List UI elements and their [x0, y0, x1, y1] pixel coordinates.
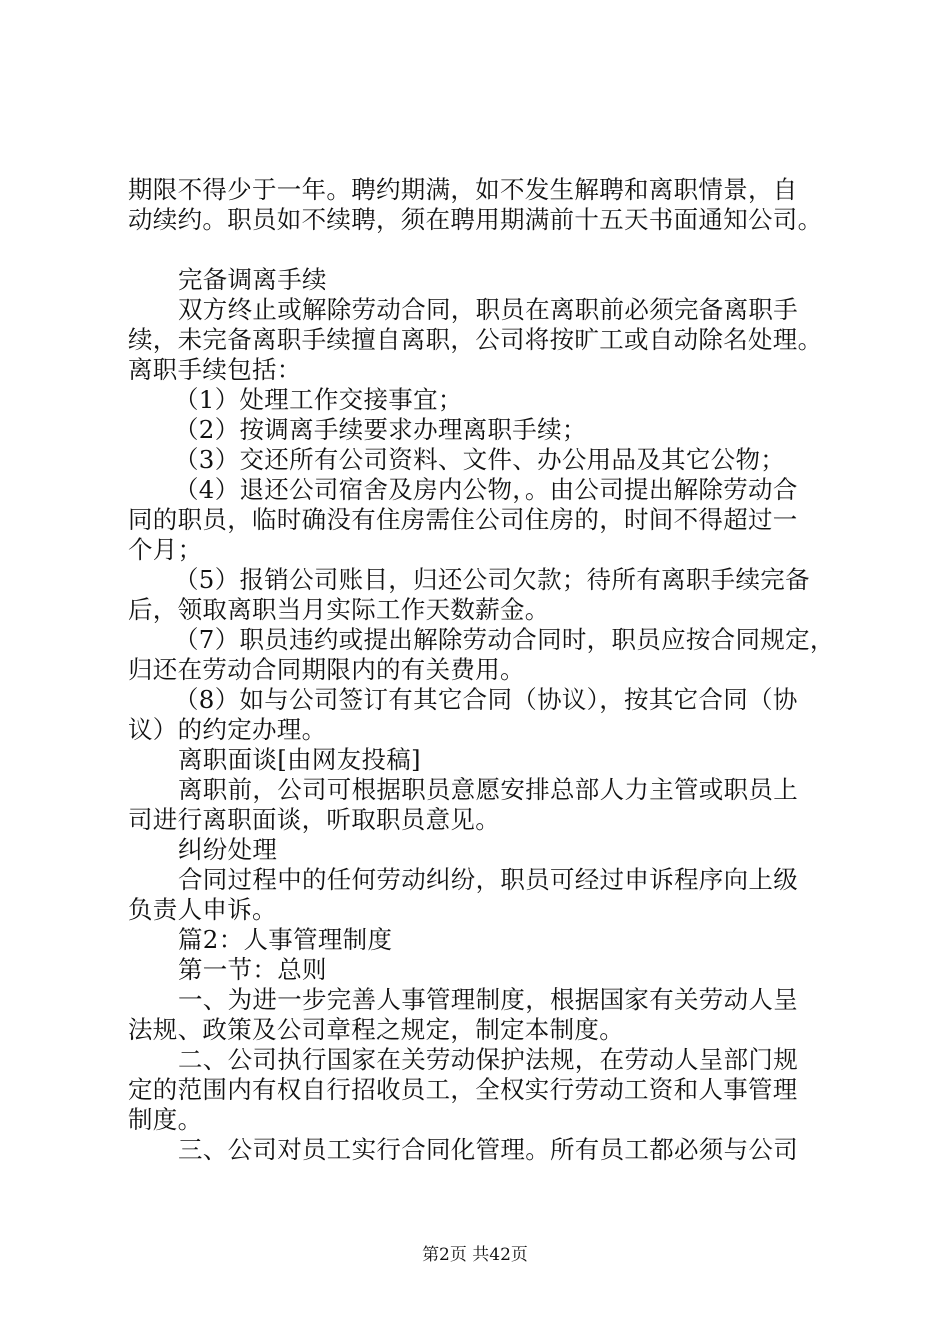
text-line: 一、为进一步完善人事管理制度，根据国家有关劳动人呈: [178, 985, 798, 1014]
paragraph-gap: [128, 235, 848, 265]
text-line: 离职手续包括：: [128, 355, 302, 384]
list-item: （3）交还所有公司资料、文件、办公用品及其它公物；: [174, 445, 786, 474]
text-line: 法规、政策及公司章程之规定，制定本制度。: [128, 1015, 624, 1044]
page-footer: 第2页 共42页: [422, 1245, 528, 1265]
section-heading: 纠纷处理: [178, 835, 278, 864]
section-heading: 完备调离手续: [178, 265, 327, 294]
list-item: （4）退还公司宿舍及房内公物，。由公司提出解除劳动合: [174, 475, 798, 504]
text-line: 合同过程中的任何劳动纠纷，职员可经过申诉程序向上级: [178, 865, 798, 894]
list-item: （5）报销公司账目，归还公司欠款；待所有离职手续完备: [174, 565, 810, 594]
text-line: 双方终止或解除劳动合同，职员在离职前必须完备离职手: [178, 295, 798, 324]
section-heading: 第一节：总则: [178, 955, 327, 984]
text-line: 期限不得少于一年。聘约期满，如不发生解聘和离职情景，自: [128, 175, 798, 204]
section-heading: 离职面谈[由网友投稿]: [178, 745, 421, 774]
text-line: 动续约。职员如不续聘，须在聘用期满前十五天书面通知公司。: [128, 205, 823, 234]
list-item: （7）职员违约或提出解除劳动合同时，职员应按合同规定，: [174, 625, 835, 654]
list-item: （2）按调离手续要求办理离职手续；: [174, 415, 587, 444]
text-line: 个月；: [128, 535, 203, 564]
text-line: 制度。: [128, 1105, 203, 1134]
text-line: 同的职员，临时确没有住房需住公司住房的，时间不得超过一: [128, 505, 798, 534]
text-line: 二、公司执行国家在关劳动保护法规，在劳动人呈部门规: [178, 1045, 798, 1074]
text-line: 三、公司对员工实行合同化管理。所有员工都必须与公司: [178, 1135, 798, 1164]
text-line: 负责人申诉。: [128, 895, 277, 924]
list-item: （8）如与公司签订有其它合同（协议），按其它合同（协: [174, 685, 798, 714]
text-line: 后，领取离职当月实际工作天数薪金。: [128, 595, 550, 624]
text-line: 离职前，公司可根据职员意愿安排总部人力主管或职员上: [178, 775, 798, 804]
list-item: （1）处理工作交接事宜；: [174, 385, 463, 414]
text-line: 议）的约定办理。: [128, 715, 327, 744]
document-body: [128, 175, 848, 1165]
text-line: 定的范围内有权自行招收员工，全权实行劳动工资和人事管理: [128, 1075, 798, 1104]
text-line: 续，未完备离职手续擅自离职，公司将按旷工或自动除名处理。: [128, 325, 823, 354]
chapter-title: 篇2：人事管理制度: [178, 925, 393, 954]
text-line: 归还在劳动合同期限内的有关费用。: [128, 655, 525, 684]
text-line: 司进行离职面谈，听取职员意见。: [128, 805, 500, 834]
